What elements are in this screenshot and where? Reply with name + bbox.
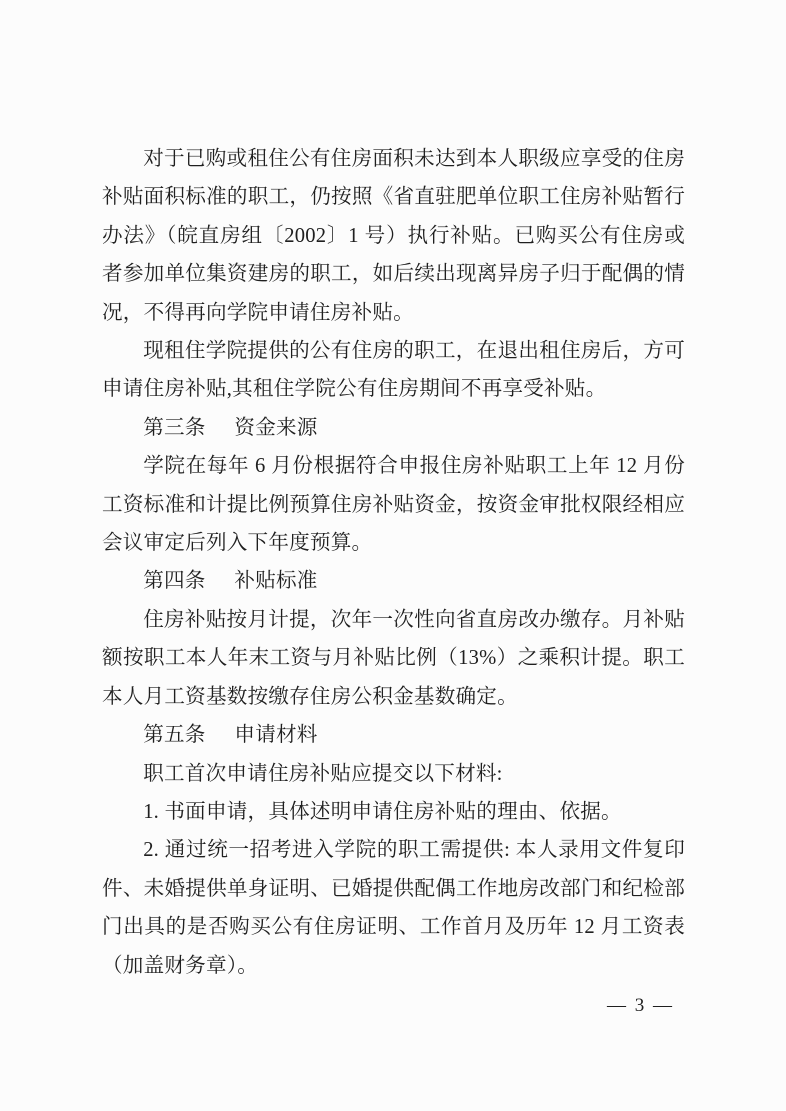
article-number: 第三条 [143,416,206,439]
paragraph-funding-source: 学院在每年 6 月份根据符合申报住房补贴职工上年 12 月份工资标准和计提比例预算住房补贴资金，按资金审批权限经相应会议审定后列入下年度预算。 [102,455,685,555]
article-number: 第五条 [143,724,206,747]
heading-article-4 [102,562,685,600]
heading-article-3 [102,409,685,447]
paragraph-subsidy-calculation: 住房补贴按月计提，次年一次性向省直房改办缴存。月补贴额按职工本人年末工资与月补贴比例（13%）之乘积计提。职工本人月工资基数按缴存住房公积金基数确定。 [102,608,685,708]
page-number: — 3 — [607,995,674,1016]
paragraph-materials-intro: 职工首次申请住房补贴应提交以下材料: [143,762,503,785]
heading-article-5 [102,716,685,754]
article-title: 申请材料 [234,724,318,747]
article-number: 第四条 [143,570,206,593]
list-item-2-recruited-staff: 2. 通过统一招考进入学院的职工需提供: 本人录用文件复印件、未婚提供单身证明、已婚提供配偶工作地房改部门和纪检部门出具的是否购买公有住房证明、工作首月及历年 12 月工资表（加盖财务章）。 [102,839,685,977]
paragraph-current-renters: 现租住学院提供的公有住房的职工，在退出租住房后，方可申请住房补贴,其租住学院公有住房期间不再享受补贴。 [102,340,685,401]
body-text [102,140,685,985]
article-title: 资金来源 [234,416,318,439]
article-title: 补贴标准 [234,570,318,593]
list-item-1-written-application: 1. 书面申请，具体述明申请住房补贴的理由、依据。 [143,800,622,823]
paragraph-subsidy-standard-exception: 对于已购或租住公有住房面积未达到本人职级应享受的住房补贴面积标准的职工，仍按照《省直驻肥单位职工住房补贴暂行办法》（皖直房组〔2002〕1 号）执行补贴。已购买公有住房或者参加单位集资建房的职工，如后续出现离异房子归于配偶的情况，不得再向学院申请住房补贴。 [102,148,685,324]
